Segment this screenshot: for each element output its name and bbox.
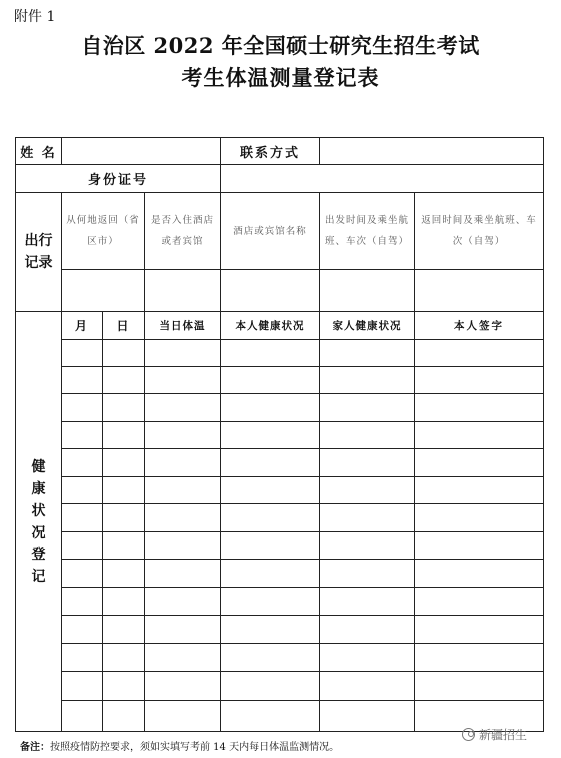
health-col-month: 月	[74, 319, 89, 333]
health-col-day: 日	[116, 319, 131, 333]
note-text: 按照疫情防控要求，须如实填写考前 14 天内每日体温监测情况。	[50, 742, 340, 753]
travel-hotel-name-field[interactable]	[221, 270, 319, 311]
travel-record-label: 出行 记录	[24, 233, 53, 271]
document-title-line1: 自治区 2022 年全国硕士研究生招生考试	[81, 33, 480, 58]
name-label: 姓 名	[20, 145, 57, 161]
name-field[interactable]	[62, 138, 220, 164]
travel-col-return: 返回时间及乘坐航班、车次（自驾）	[421, 215, 537, 247]
note-label: 备注：	[20, 742, 50, 753]
id-number-label: 身份证号	[87, 173, 148, 188]
health-col-self-status: 本人健康状况	[235, 320, 305, 332]
id-number-field[interactable]	[221, 165, 543, 192]
health-record-label: 健 康 状 况 登 记	[31, 459, 46, 585]
travel-col-departure: 出发时间及乘坐航班、车次（自驾）	[324, 215, 409, 247]
travel-return-field[interactable]	[415, 270, 543, 311]
contact-label: 联系方式	[239, 145, 300, 161]
travel-col-origin: 从何地返回（省区市）	[66, 215, 140, 247]
travel-origin-field[interactable]	[62, 270, 144, 311]
travel-departure-field[interactable]	[320, 270, 414, 311]
travel-hotel-stay-field[interactable]	[145, 270, 220, 311]
attachment-label: 附件 1	[14, 9, 56, 25]
watermark	[462, 726, 527, 743]
watermark-text: 新疆招生	[479, 728, 528, 742]
footer-note	[20, 738, 339, 753]
health-col-signature: 本人签字	[454, 320, 504, 332]
contact-field[interactable]	[320, 138, 543, 164]
document-title-line2: 考生体温测量登记表	[181, 65, 380, 90]
travel-col-hotel-name: 酒店或宾馆名称	[233, 225, 307, 237]
health-col-temperature: 当日体温	[159, 320, 206, 332]
travel-col-hotel-stay: 是否入住酒店或者宾馆	[150, 215, 214, 247]
health-col-family-status: 家人健康状况	[332, 320, 402, 332]
wechat-account-icon	[462, 728, 475, 741]
